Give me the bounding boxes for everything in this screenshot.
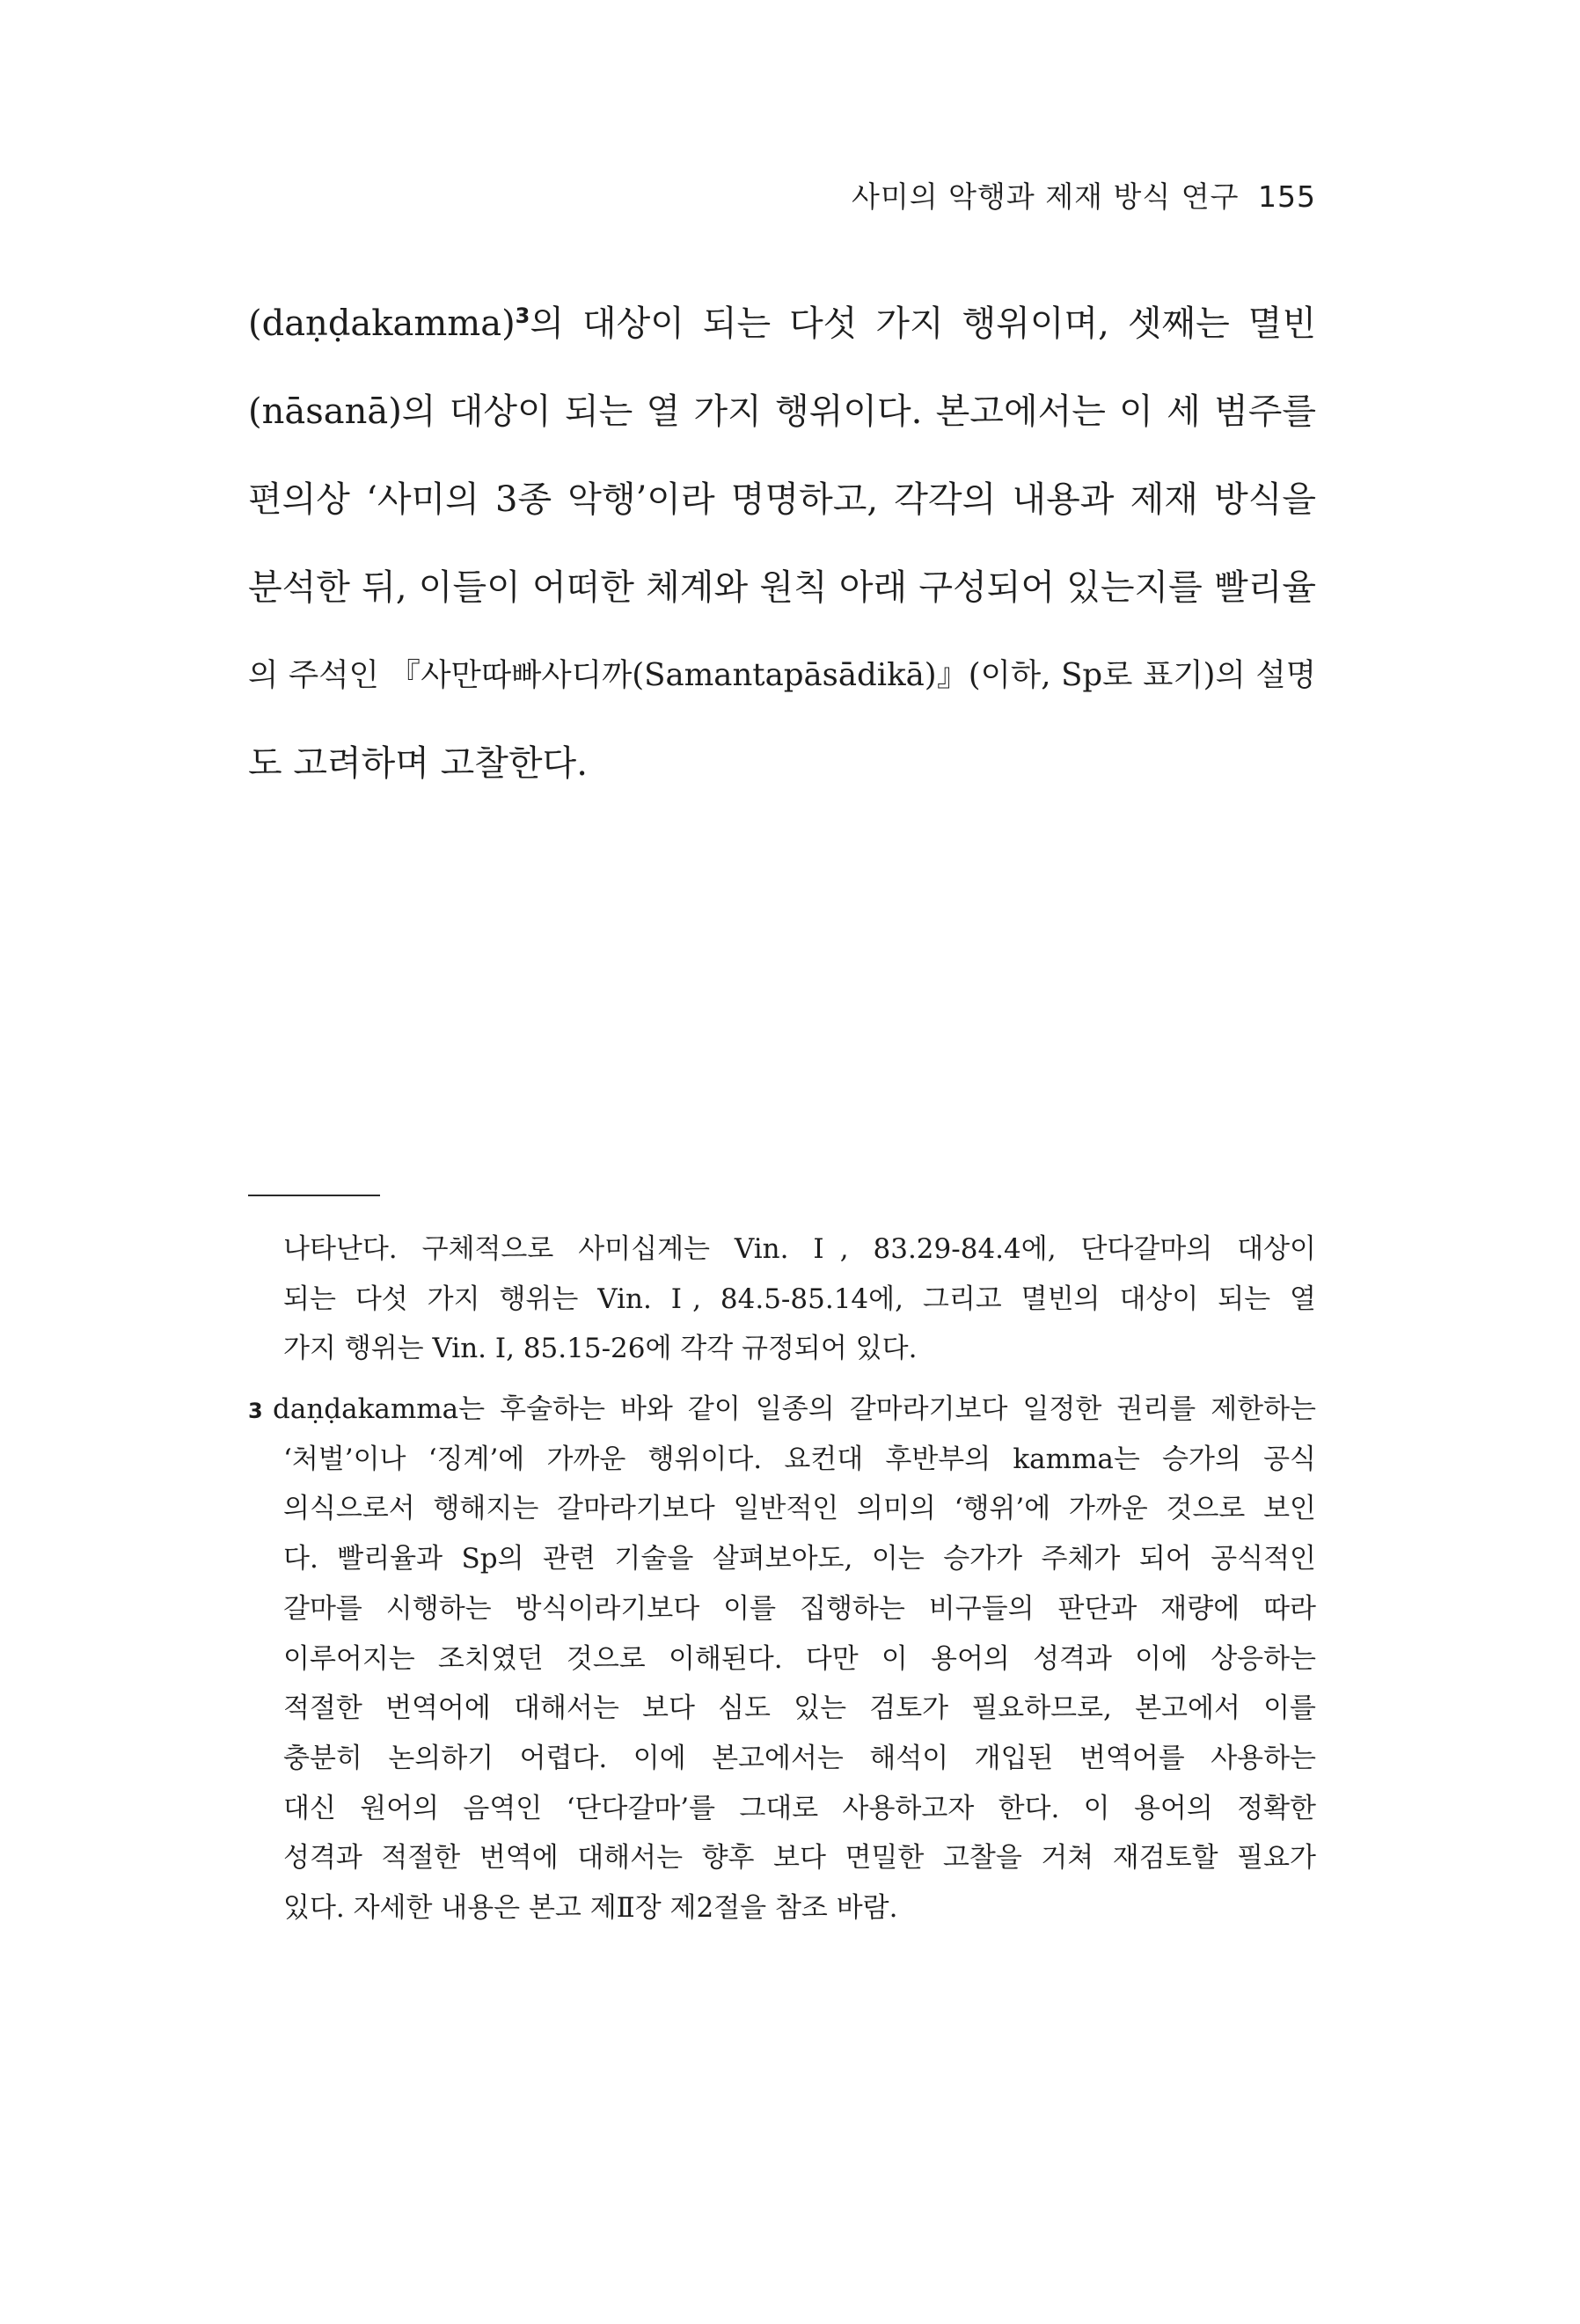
footnote-3 bbox=[248, 1385, 1316, 1933]
body-line-term: (daṇḍakamma) bbox=[248, 303, 516, 344]
footnote-line: 의식으로서 행해지는 갈마라기보다 일반적인 의미의 ‘행위’에 가까운 것으로 보인 bbox=[283, 1493, 1316, 1525]
body-line-rest: 의 대상이 되는 다섯 가지 행위이며, 셋째는 멸빈 bbox=[530, 303, 1316, 344]
body-paragraph bbox=[248, 280, 1316, 808]
footnote-line: 다. 빨리율과 Sp의 관련 기술을 살펴보아도, 이는 승가가 주체가 되어 공식적인 bbox=[283, 1543, 1316, 1575]
page-number: 155 bbox=[1258, 179, 1316, 214]
body-line bbox=[248, 280, 1316, 368]
footnote-line: 대신 원어의 음역인 ‘단다갈마’를 그대로 사용하고자 한다. 이 용어의 정확한 bbox=[283, 1792, 1316, 1824]
running-header bbox=[852, 174, 1316, 216]
footnote-reference[interactable]: 3 bbox=[515, 303, 530, 328]
footnote-line: 갈마를 시행하는 방식이라기보다 이를 집행하는 비구들의 판단과 재량에 따라 bbox=[283, 1592, 1316, 1625]
footnote-line: 있다. 자세한 내용은 본고 제Ⅱ장 제2절을 참조 바람. bbox=[283, 1891, 898, 1924]
footnote-first-text: daṇḍakamma는 후술하는 바와 같이 일종의 갈마라기보다 일정한 권리를 제한하는 bbox=[273, 1393, 1316, 1426]
footnote-line bbox=[248, 1385, 1316, 1435]
footnote-number: 3 bbox=[248, 1399, 263, 1424]
body-line: 분석한 뒤, 이들이 어떠한 체계와 원칙 아래 구성되어 있는지를 빨리율 bbox=[248, 567, 1316, 608]
footnote-line: 충분히 논의하기 어렵다. 이에 본고에서는 해석이 개입된 번역어를 사용하는 bbox=[283, 1742, 1316, 1774]
footnote-line: 성격과 적절한 번역에 대해서는 향후 보다 면밀한 고찰을 거쳐 재검토할 필요가 bbox=[283, 1842, 1316, 1875]
footnotes bbox=[248, 1224, 1316, 1933]
footnote-line: 되는 다섯 가지 행위는 Vin. Ⅰ, 84.5-85.14에, 그리고 멸빈의 대상이 되는 열 bbox=[283, 1283, 1316, 1315]
footnote-line: 나타난다. 구체적으로 사미십계는 Vin. Ⅰ, 83.29-84.4에, 단다갈마의 대상이 bbox=[283, 1233, 1316, 1265]
footnote-line: 이루어지는 조치였던 것으로 이해된다. 다만 이 용어의 성격과 이에 상응하는 bbox=[283, 1642, 1316, 1675]
footnote-line: ‘처벌’이나 ‘징계’에 가까운 행위이다. 요컨대 후반부의 kamma는 승가의 공식 bbox=[283, 1443, 1316, 1475]
footnote-line: 적절한 번역어에 대해서는 보다 심도 있는 검토가 필요하므로, 본고에서 이를 bbox=[283, 1692, 1316, 1725]
footnote-line: 가지 행위는 Vin. Ⅰ, 85.15-26에 각각 규정되어 있다. bbox=[283, 1333, 918, 1365]
footnote-continuation bbox=[248, 1224, 1316, 1374]
body-line: 의 주석인 『사만따빠사디까(Samantapāsādikā)』(이하, Sp로 표기)의 설명 bbox=[248, 657, 1316, 693]
body-line: (nāsanā)의 대상이 되는 열 가지 행위이다. 본고에서는 이 세 범주를 bbox=[248, 391, 1316, 432]
body-line: 편의상 ‘사미의 3종 악행’이라 명명하고, 각각의 내용과 제재 방식을 bbox=[248, 479, 1316, 520]
body-line: 도 고려하며 고찰한다. bbox=[248, 743, 588, 784]
footnote-separator bbox=[248, 1195, 380, 1196]
running-header-title: 사미의 악행과 제재 방식 연구 bbox=[852, 179, 1240, 214]
